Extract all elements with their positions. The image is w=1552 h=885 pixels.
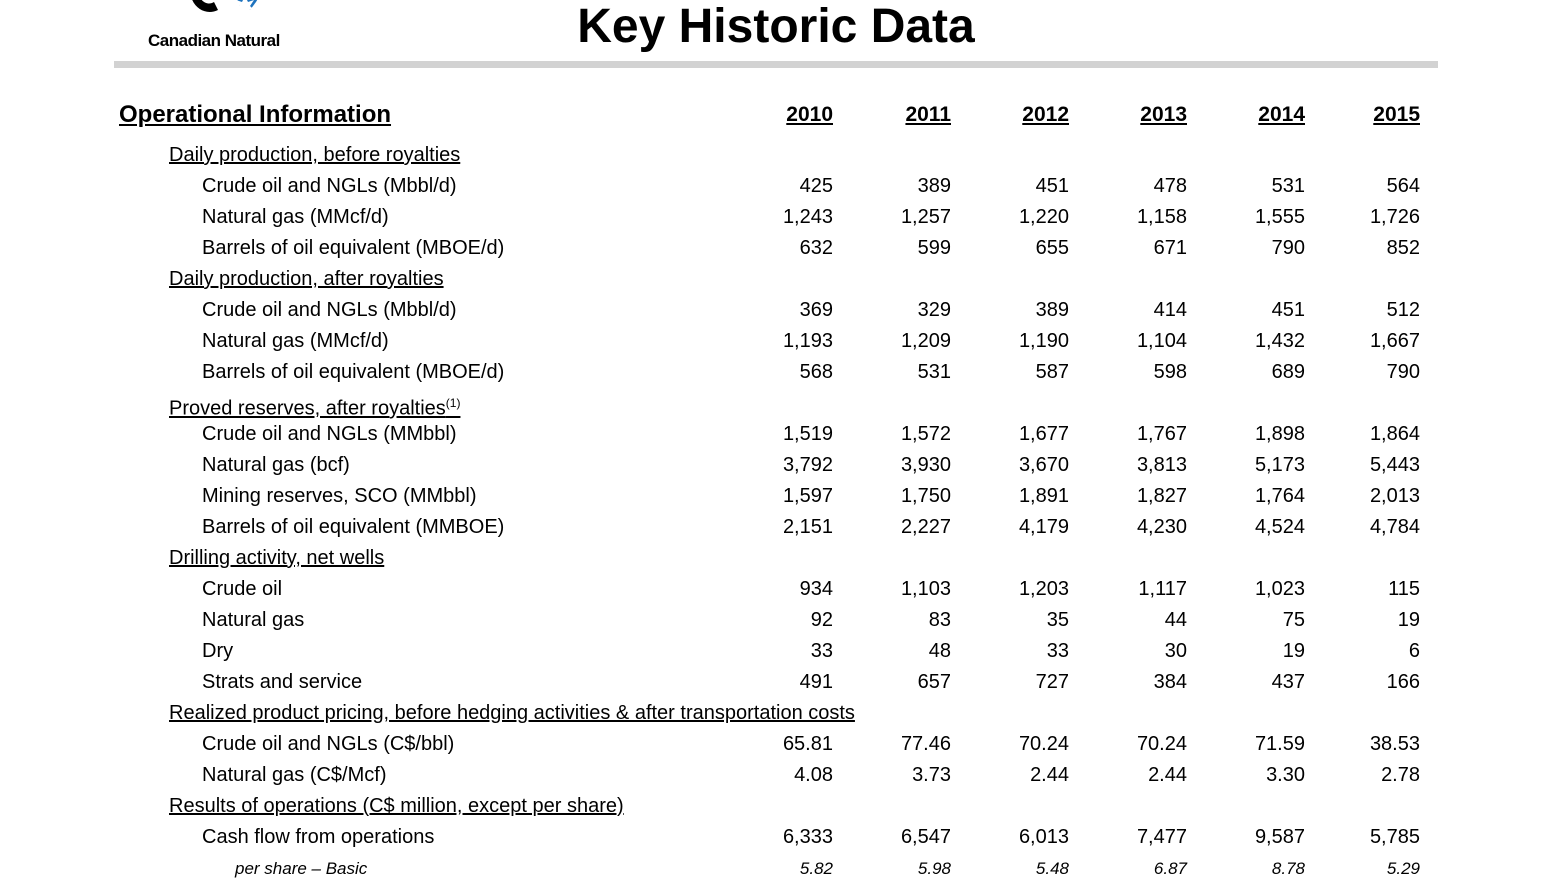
cell-2011: 1,750 bbox=[900, 485, 951, 507]
cell-2011: 657 bbox=[917, 671, 951, 693]
cell-2015: 4,784 bbox=[1369, 516, 1420, 538]
table-row bbox=[0, 357, 1552, 388]
table-row bbox=[0, 419, 1552, 450]
table-row bbox=[0, 295, 1552, 326]
cell-2010: 632 bbox=[799, 237, 833, 259]
cell-2012: 70.24 bbox=[1018, 733, 1069, 755]
cell-2010: 3,792 bbox=[782, 454, 833, 476]
cell-2011: 77.46 bbox=[900, 733, 951, 755]
row-label: Natural gas (C$/Mcf) bbox=[202, 764, 387, 786]
data-table bbox=[0, 140, 1552, 884]
row-label: Crude oil and NGLs (MMbbl) bbox=[202, 423, 457, 445]
cell-2015: 1,864 bbox=[1369, 423, 1420, 445]
year-header-2010: 2010 bbox=[786, 103, 833, 126]
cell-2014: 437 bbox=[1271, 671, 1305, 693]
row-label: Cash flow from operations bbox=[202, 826, 435, 848]
cell-2010: 491 bbox=[799, 671, 833, 693]
cell-2010: 1,243 bbox=[782, 206, 833, 228]
cell-2014: 1,555 bbox=[1254, 206, 1305, 228]
cell-2012: 5.48 bbox=[1035, 859, 1069, 878]
row-label: Dry bbox=[202, 640, 234, 662]
table-row bbox=[0, 760, 1552, 791]
cell-2014: 790 bbox=[1271, 237, 1305, 259]
group-header-row bbox=[0, 140, 1552, 171]
cell-2013: 70.24 bbox=[1136, 733, 1187, 755]
cell-2012: 6,013 bbox=[1018, 826, 1069, 848]
year-header-2011: 2011 bbox=[905, 103, 951, 126]
footnote-marker: (1) bbox=[445, 396, 461, 410]
cell-2014: 689 bbox=[1271, 361, 1305, 383]
group-header-row bbox=[0, 543, 1552, 574]
cell-2014: 1,023 bbox=[1254, 578, 1305, 600]
group-header-row bbox=[0, 264, 1552, 295]
cell-2015: 512 bbox=[1386, 299, 1420, 321]
cell-2013: 2.44 bbox=[1148, 764, 1187, 786]
cell-2013: 384 bbox=[1153, 671, 1187, 693]
group-label: Realized product pricing, before hedging activities & after transportation costs bbox=[169, 702, 855, 724]
cell-2011: 5.98 bbox=[917, 859, 951, 878]
cell-2011: 2,227 bbox=[900, 516, 951, 538]
cell-2014: 1,764 bbox=[1254, 485, 1305, 507]
cell-2013: 4,230 bbox=[1136, 516, 1187, 538]
cell-2013: 1,117 bbox=[1138, 578, 1187, 600]
logo-text: Canadian Natural bbox=[148, 31, 280, 50]
cell-2015: 1,726 bbox=[1369, 206, 1420, 228]
row-label: Barrels of oil equivalent (MBOE/d) bbox=[202, 361, 505, 383]
table-header bbox=[0, 99, 1552, 131]
cell-2010: 1,597 bbox=[782, 485, 833, 507]
cell-2014: 75 bbox=[1282, 609, 1305, 631]
cell-2015: 115 bbox=[1388, 578, 1420, 600]
cell-2010: 5.82 bbox=[799, 859, 833, 878]
group-label: Proved reserves, after royalties$^{(1)}$ bbox=[169, 396, 461, 420]
group-label: Drilling activity, net wells bbox=[169, 547, 385, 569]
table-row bbox=[0, 667, 1552, 698]
cell-2010: 425 bbox=[799, 175, 833, 197]
cell-2010: 369 bbox=[799, 299, 833, 321]
cell-2011: 599 bbox=[917, 237, 951, 259]
cell-2012: 1,677 bbox=[1018, 423, 1069, 445]
row-label: Natural gas (bcf) bbox=[202, 454, 350, 476]
row-label: per share – Basic bbox=[235, 859, 368, 878]
cell-2014: 9,587 bbox=[1254, 826, 1305, 848]
cell-2014: 3.30 bbox=[1266, 764, 1305, 786]
cell-2015: 19 bbox=[1397, 609, 1420, 631]
row-label: Barrels of oil equivalent (MMBOE) bbox=[202, 516, 505, 538]
cell-2012: 2.44 bbox=[1030, 764, 1069, 786]
cell-2014: 531 bbox=[1271, 175, 1305, 197]
year-header-2015: 2015 bbox=[1373, 103, 1420, 126]
cell-2010: 2,151 bbox=[782, 516, 833, 538]
row-label: Mining reserves, SCO (MMbbl) bbox=[202, 485, 477, 507]
cell-2013: 414 bbox=[1153, 299, 1187, 321]
cell-2011: 3,930 bbox=[900, 454, 951, 476]
table-row bbox=[0, 233, 1552, 264]
cell-2013: 1,767 bbox=[1136, 423, 1187, 445]
year-header-2012: 2012 bbox=[1022, 103, 1069, 126]
cell-2010: 6,333 bbox=[782, 826, 833, 848]
row-label: Crude oil and NGLs (Mbbl/d) bbox=[202, 175, 457, 197]
cell-2013: 1,104 bbox=[1136, 330, 1187, 352]
page-title: Key Historic Data bbox=[577, 0, 975, 53]
cell-2015: 5,443 bbox=[1369, 454, 1420, 476]
row-label: Crude oil and NGLs (C$/bbl) bbox=[202, 733, 455, 755]
table-row bbox=[0, 450, 1552, 481]
cell-2010: 1,193 bbox=[782, 330, 833, 352]
row-label: Crude oil bbox=[202, 578, 283, 600]
cell-2012: 35 bbox=[1046, 609, 1069, 631]
cell-2014: 4,524 bbox=[1254, 516, 1305, 538]
cell-2013: 1,158 bbox=[1136, 206, 1187, 228]
cell-2011: 389 bbox=[917, 175, 951, 197]
cell-2015: 2.78 bbox=[1381, 764, 1420, 786]
cell-2010: 92 bbox=[810, 609, 833, 631]
cell-2011: 1,103 bbox=[900, 578, 951, 600]
cell-2010: 1,519 bbox=[782, 423, 833, 445]
table-row bbox=[0, 512, 1552, 543]
row-label: Natural gas (MMcf/d) bbox=[202, 330, 389, 352]
cell-2014: 5,173 bbox=[1254, 454, 1305, 476]
group-header-row bbox=[0, 698, 1552, 729]
cell-2015: 6 bbox=[1408, 640, 1420, 662]
group-label: Results of operations (C$ million, except per share) bbox=[169, 795, 624, 817]
cell-2011: 3.73 bbox=[912, 764, 951, 786]
cell-2014: 19 bbox=[1282, 640, 1305, 662]
section-title: Operational Information bbox=[119, 101, 392, 128]
cell-2015: 38.53 bbox=[1369, 733, 1420, 755]
table-row bbox=[0, 481, 1552, 512]
cell-2012: 1,891 bbox=[1018, 485, 1069, 507]
cell-2014: 1,898 bbox=[1254, 423, 1305, 445]
group-label: Daily production, after royalties bbox=[169, 268, 444, 290]
cell-2011: 1,257 bbox=[900, 206, 951, 228]
cell-2015: 2,013 bbox=[1369, 485, 1420, 507]
cell-2010: 4.08 bbox=[794, 764, 833, 786]
cell-2012: 727 bbox=[1035, 671, 1069, 693]
table-row bbox=[0, 853, 1552, 884]
cell-2011: 6,547 bbox=[900, 826, 951, 848]
group-header-row bbox=[0, 388, 1552, 419]
cell-2012: 3,670 bbox=[1018, 454, 1069, 476]
cell-2014: 71.59 bbox=[1254, 733, 1305, 755]
cell-2012: 389 bbox=[1035, 299, 1069, 321]
cell-2015: 5.29 bbox=[1386, 859, 1420, 878]
cell-2010: 65.81 bbox=[782, 733, 833, 755]
cell-2012: 655 bbox=[1035, 237, 1069, 259]
year-header-2014: 2014 bbox=[1258, 103, 1305, 126]
row-label: Crude oil and NGLs (Mbbl/d) bbox=[202, 299, 457, 321]
cell-2011: 531 bbox=[917, 361, 951, 383]
cell-2011: 329 bbox=[917, 299, 951, 321]
cell-2013: 30 bbox=[1164, 640, 1187, 662]
cell-2011: 83 bbox=[928, 609, 951, 631]
cell-2013: 7,477 bbox=[1136, 826, 1187, 848]
cell-2012: 1,203 bbox=[1018, 578, 1069, 600]
cell-2014: 1,432 bbox=[1254, 330, 1305, 352]
table-row bbox=[0, 202, 1552, 233]
group-header-row bbox=[0, 791, 1552, 822]
group-label: Daily production, before royalties bbox=[169, 144, 461, 166]
cell-2015: 852 bbox=[1386, 237, 1420, 259]
cell-2013: 598 bbox=[1153, 361, 1187, 383]
cell-2014: 451 bbox=[1271, 299, 1305, 321]
table-row bbox=[0, 574, 1552, 605]
row-label: Strats and service bbox=[202, 671, 363, 693]
table-row bbox=[0, 171, 1552, 202]
cell-2012: 451 bbox=[1035, 175, 1069, 197]
row-label: Barrels of oil equivalent (MBOE/d) bbox=[202, 237, 505, 259]
cell-2015: 1,667 bbox=[1369, 330, 1420, 352]
cell-2012: 1,190 bbox=[1018, 330, 1069, 352]
year-header-2013: 2013 bbox=[1140, 103, 1187, 126]
table-row bbox=[0, 822, 1552, 853]
table-row bbox=[0, 729, 1552, 760]
cell-2013: 3,813 bbox=[1136, 454, 1187, 476]
table-row bbox=[0, 326, 1552, 357]
cell-2015: 790 bbox=[1386, 361, 1420, 383]
cell-2015: 166 bbox=[1386, 671, 1420, 693]
cell-2013: 6.87 bbox=[1153, 859, 1187, 878]
cell-2012: 1,220 bbox=[1018, 206, 1069, 228]
cell-2015: 5,785 bbox=[1369, 826, 1420, 848]
cell-2011: 48 bbox=[928, 640, 951, 662]
cell-2015: 564 bbox=[1386, 175, 1420, 197]
cell-2010: 33 bbox=[810, 640, 833, 662]
row-label: Natural gas bbox=[202, 609, 305, 631]
row-label: Natural gas (MMcf/d) bbox=[202, 206, 389, 228]
cell-2011: 1,572 bbox=[900, 423, 951, 445]
cell-2013: 478 bbox=[1153, 175, 1187, 197]
table-row bbox=[0, 605, 1552, 636]
cell-2010: 568 bbox=[799, 361, 833, 383]
cell-2013: 671 bbox=[1153, 237, 1187, 259]
table-row bbox=[0, 636, 1552, 667]
cell-2011: 1,209 bbox=[900, 330, 951, 352]
cell-2012: 33 bbox=[1046, 640, 1069, 662]
cell-2014: 8.78 bbox=[1271, 859, 1305, 878]
cell-2013: 44 bbox=[1164, 609, 1187, 631]
title-divider bbox=[114, 61, 1438, 68]
cell-2012: 4,179 bbox=[1018, 516, 1069, 538]
cell-2010: 934 bbox=[799, 578, 833, 600]
cell-2013: 1,827 bbox=[1136, 485, 1187, 507]
cell-2012: 587 bbox=[1035, 361, 1069, 383]
